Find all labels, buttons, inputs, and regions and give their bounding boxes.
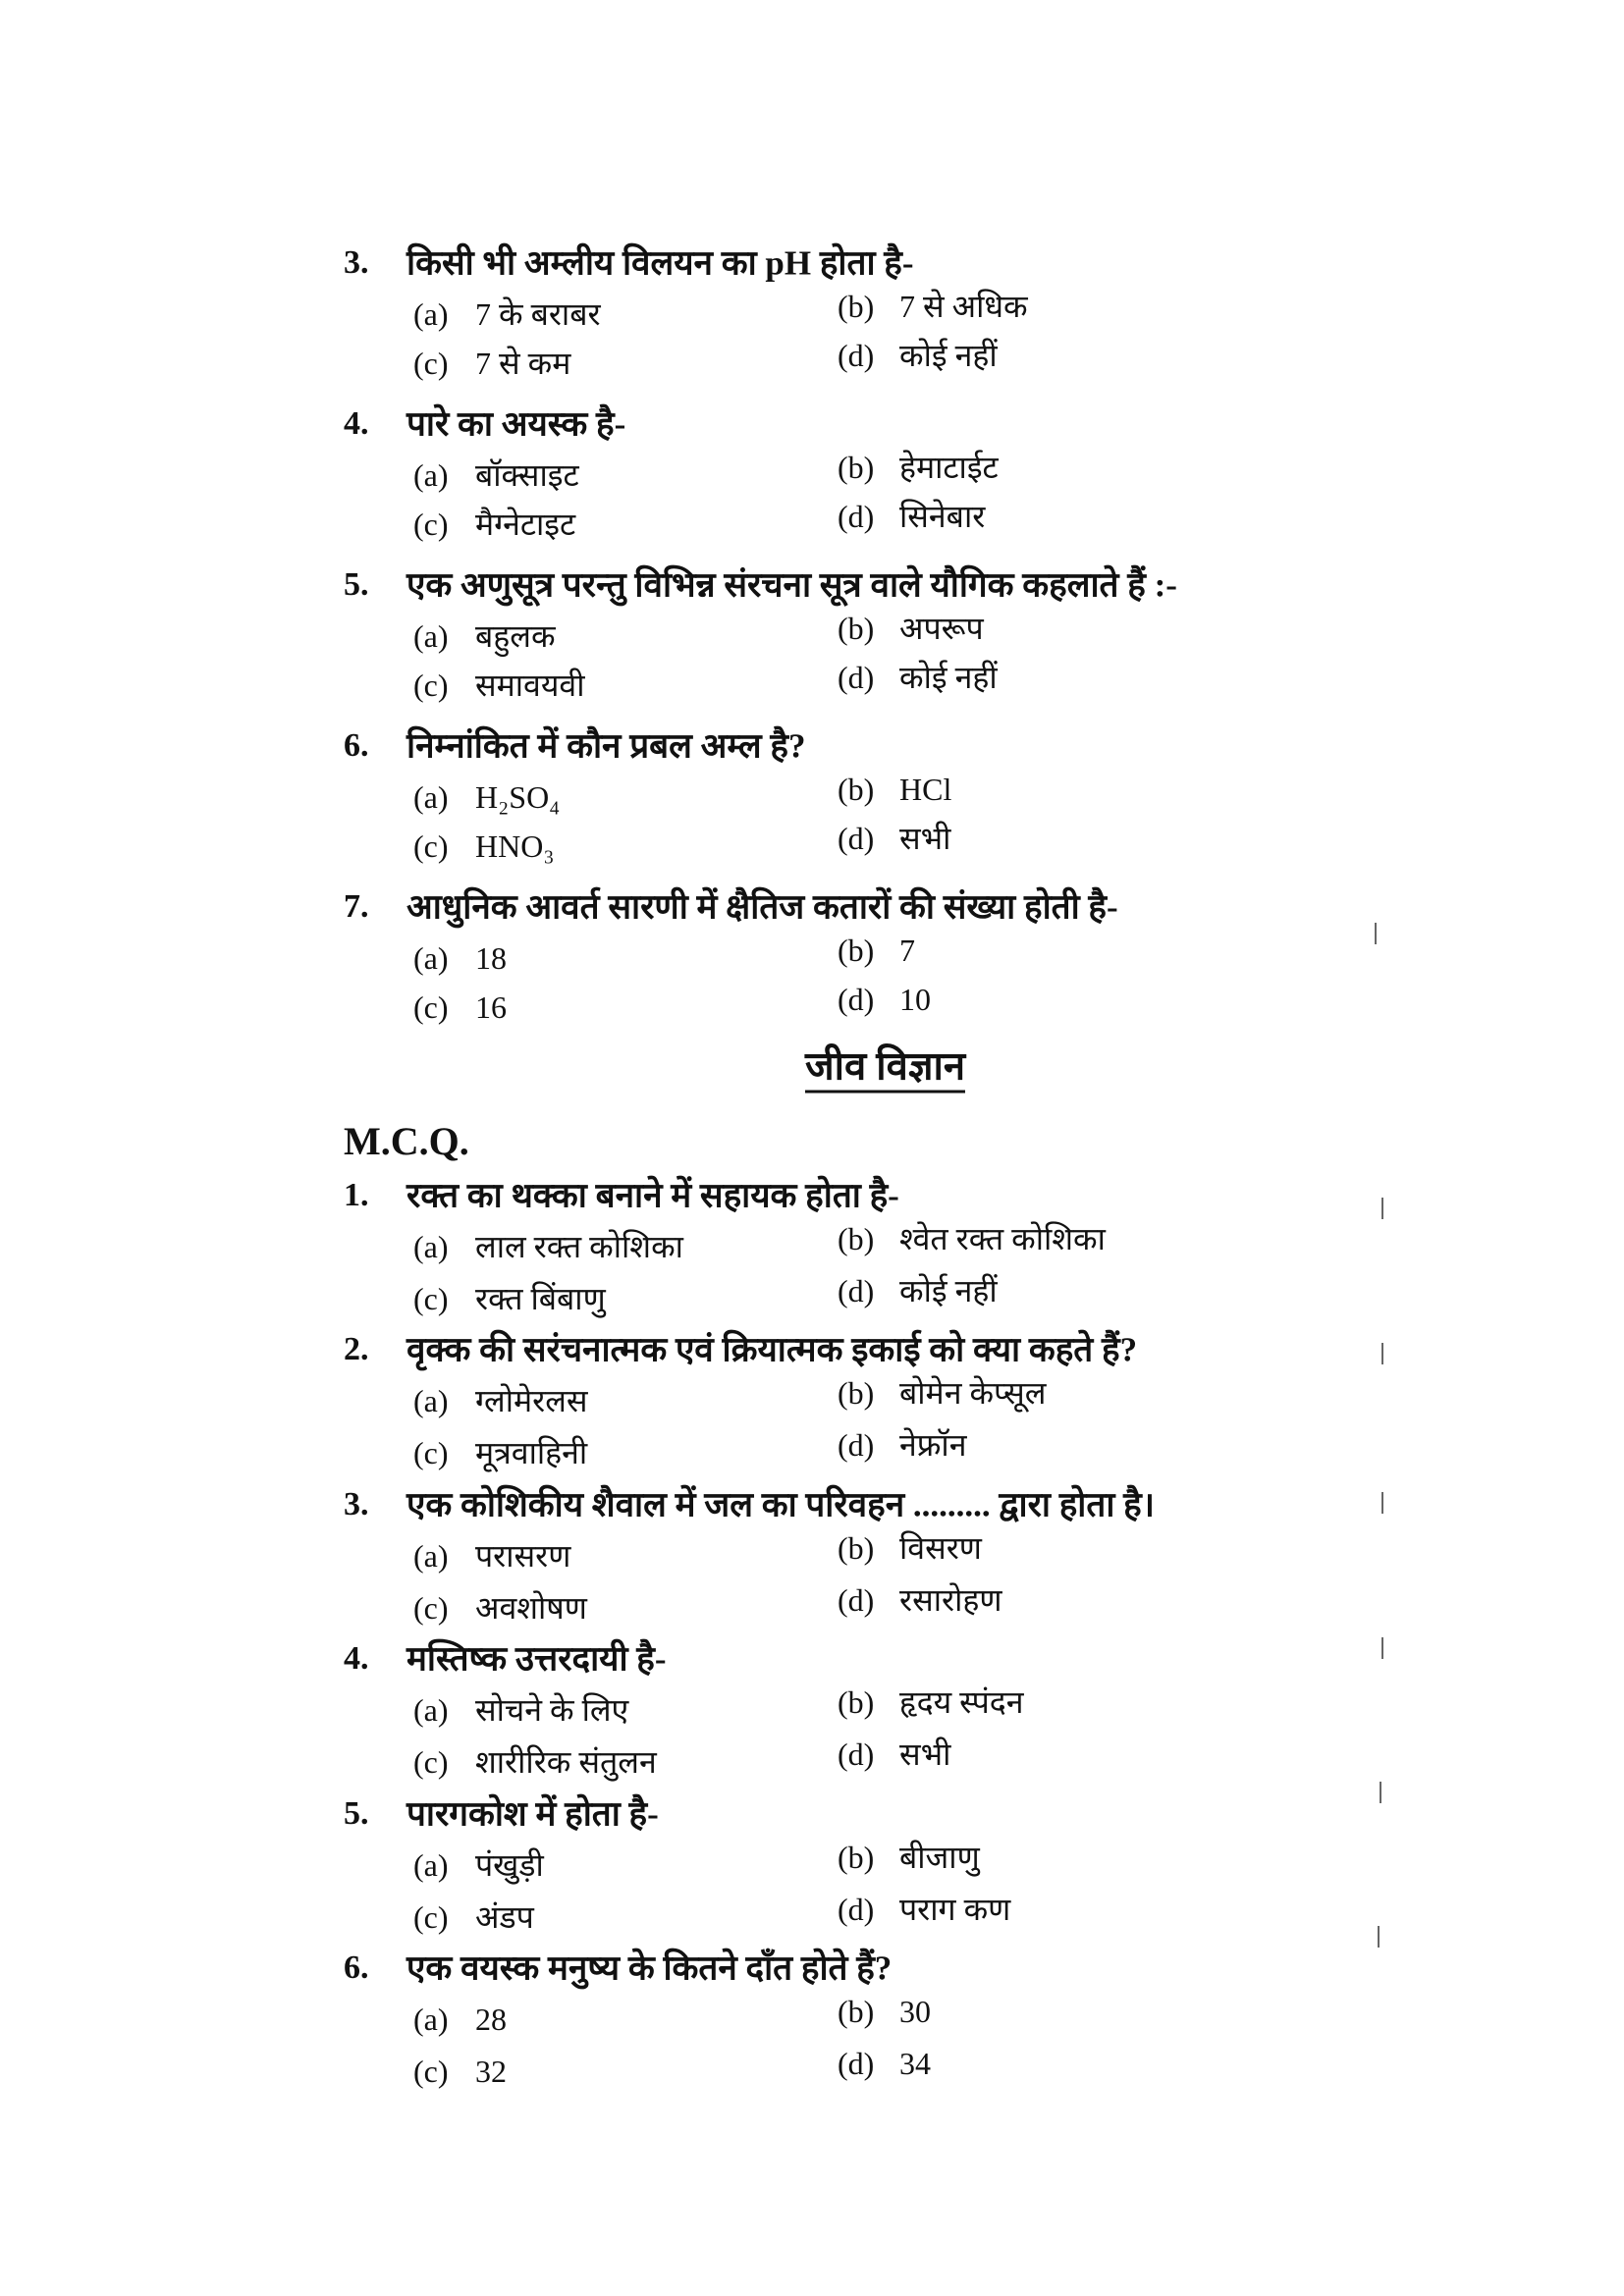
option-text: विसरण [899,1529,982,1566]
question-number: 5. [344,566,369,603]
option-label: (a) [413,1229,449,1264]
question-text: वृक्क की सरंचनात्मक एवं क्रियात्मक इकाई को क्या कहते हैं? [406,1330,1138,1369]
option-text: श्वेत रक्त कोशिका [899,1221,1106,1256]
option-label: (a) [413,779,449,815]
option-text: समावयवी [475,667,585,703]
option-label: (a) [413,1846,449,1883]
question-number: 6. [344,727,369,764]
option-text: 7 [899,933,915,968]
option-label: (d) [838,2046,875,2081]
option-label: (a) [413,457,449,493]
scan-mark [1381,1343,1383,1364]
option-label: (b) [838,933,875,968]
option-label: (b) [838,772,875,807]
option-text: बीजाणु [899,1839,980,1875]
option-text: सभी [899,821,951,856]
option-text: सोचने के लिए [475,1692,629,1729]
option-text: बोमेन केप्सूल [899,1375,1047,1412]
option-label: (c) [413,667,449,703]
option-label: (d) [838,982,875,1017]
option-text: कोई नहीं [899,1273,998,1308]
question-text: पारे का अयस्क है- [406,404,626,444]
question-text: पारगकोश में होता है- [406,1794,659,1834]
option-label: (c) [413,1435,449,1471]
question-number: 4. [344,1640,369,1678]
option-label: (c) [413,346,449,381]
option-label: (c) [413,1589,449,1626]
option-text: कोई नहीं [899,338,998,373]
option-text: बॉक्साइट [475,457,579,493]
option-label: (d) [838,821,875,856]
option-label: (b) [838,1994,875,2029]
option-label: (b) [838,1684,875,1721]
option-label: (d) [838,1581,875,1618]
question-number: 1. [344,1177,369,1213]
option-label: (d) [838,1427,875,1464]
option-text: लाल रक्त कोशिका [475,1229,683,1264]
option-text: 32 [475,2054,507,2089]
option-label: (b) [838,289,875,324]
option-label: (d) [838,499,875,534]
option-label: (b) [838,1529,875,1566]
question-number: 2. [344,1331,369,1368]
option-label: (a) [413,618,449,654]
option-label: (b) [838,1839,875,1875]
option-label: (a) [413,296,449,332]
option-label: (c) [413,507,449,542]
option-text: बहुलक [475,618,556,654]
section-heading-biology: जीव विज्ञान [805,1047,965,1094]
option-text: 16 [475,989,507,1025]
option-text: सभी [899,1736,951,1773]
option-label: (a) [413,1383,449,1419]
question-text: एक वयस्क मनुष्य के कितने दाँत होते हैं? [406,1949,893,1988]
question-text: किसी भी अम्लीय विलयन का pH होता है- [406,243,914,283]
option-text: परासरण [475,1537,571,1574]
option-label: (d) [838,1891,875,1927]
option-label: (c) [413,1281,449,1316]
question-number: 6. [344,1949,369,1986]
option-text: 30 [899,1994,931,2029]
question-text: एक कोशिकीय शैवाल में जल का परिवहन ......... द्वारा होता है। [406,1485,1155,1524]
question-text: मस्तिष्क उत्तरदायी है- [406,1639,667,1679]
option-label: (c) [413,1898,449,1935]
option-text: रक्त बिंबाणु [475,1281,606,1316]
option-label: (b) [838,611,875,646]
option-text: अपरूप [899,611,984,646]
option-label: (b) [838,1375,875,1412]
question-number: 5. [344,1794,369,1832]
option-label: (a) [413,1537,449,1574]
option-text: कोई नहीं [899,660,998,695]
option-text: पंखुड़ी [475,1846,544,1883]
option-label: (c) [413,2054,449,2089]
option-label: (d) [838,338,875,373]
option-text: मूत्रवाहिनी [475,1435,588,1471]
option-text: HCl [899,772,952,807]
scan-mark [1375,923,1377,944]
option-text: हृदय स्पंदन [899,1684,1024,1721]
option-text: 10 [899,982,931,1017]
option-label: (b) [838,1221,875,1256]
option-label: (c) [413,989,449,1025]
option-text: 7 से अधिक [899,289,1028,324]
option-text: हेमाटाईट [899,450,999,485]
option-text: 18 [475,940,507,976]
option-text: H₂SO₄ [475,779,561,815]
option-text: 7 से कम [475,346,571,381]
option-text: अवशोषण [475,1589,587,1626]
question-text: निम्नांकित में कौन प्रबल अम्ल है? [406,726,806,766]
option-label: (c) [413,828,449,864]
question-number: 7. [344,888,369,925]
question-number: 3. [344,244,369,281]
option-text: मैग्नेटाइट [475,507,576,542]
question-text: रक्त का थक्का बनाने में सहायक होता है- [406,1176,899,1215]
question-number: 4. [344,405,369,442]
scan-mark [1381,1198,1383,1219]
option-label: (d) [838,1736,875,1773]
option-label: (a) [413,940,449,976]
option-text: 34 [899,2046,931,2081]
option-label: (c) [413,1744,449,1781]
scan-mark [1381,1637,1383,1659]
scan-mark [1380,1782,1381,1803]
question-text: आधुनिक आवर्त सारणी में क्षैतिज कतारों की संख्या होती है- [406,887,1118,927]
option-text: सिनेबार [899,499,986,534]
option-text: पराग कण [899,1891,1011,1927]
mcq-label: M.C.Q. [344,1119,469,1163]
option-label: (a) [413,2002,449,2037]
option-label: (d) [838,660,875,695]
option-text: नेफ्रॉन [899,1427,967,1464]
option-label: (b) [838,450,875,485]
question-text: एक अणुसूत्र परन्तु विभिन्न संरचना सूत्र वाले यौगिक कहलाते हैं :- [406,565,1177,605]
option-text: शारीरिक संतुलन [475,1744,657,1781]
option-label: (a) [413,1692,449,1729]
option-text: ग्लोमेरलस [475,1383,588,1419]
question-number: 3. [344,1485,369,1522]
option-text: HNO₃ [475,828,555,864]
scan-mark [1378,1926,1380,1948]
scan-mark [1381,1492,1383,1514]
option-text: 7 के बराबर [475,296,601,332]
option-text: 28 [475,2002,507,2037]
option-text: रसारोहण [899,1581,1002,1618]
option-text: अंडप [475,1898,534,1935]
option-label: (d) [838,1273,875,1308]
